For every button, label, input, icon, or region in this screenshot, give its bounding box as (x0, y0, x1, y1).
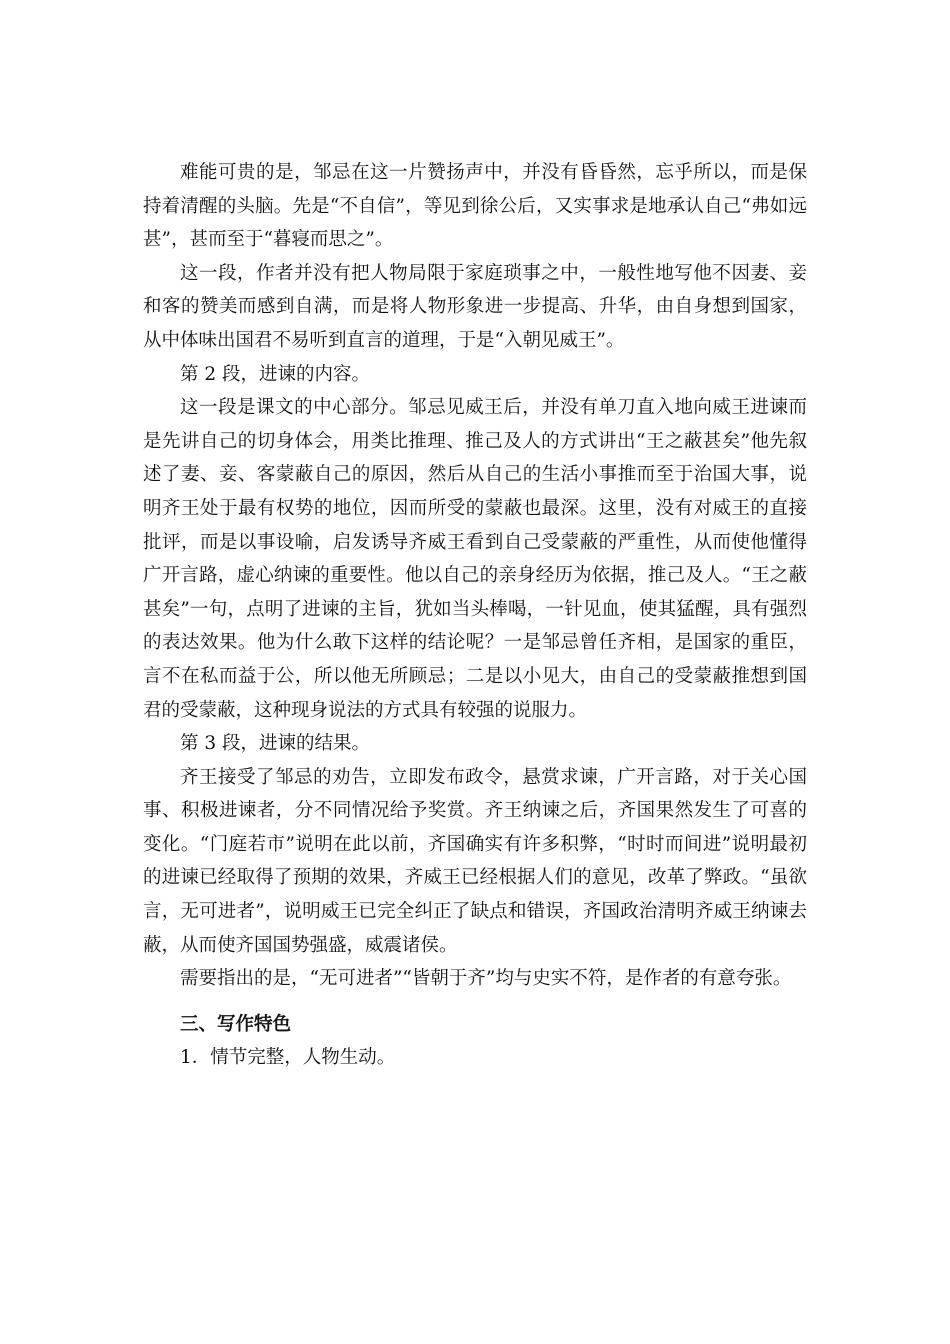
document-body (143, 156, 807, 1075)
paragraph-section-3-title: 第 3 段，进谏的结果。 (180, 733, 371, 755)
section-heading: 三、写作特色 (180, 1013, 292, 1035)
sub-heading: 1．情节完整，人物生动。 (180, 1047, 396, 1069)
paragraph-exaggeration-note: 需要指出的是，“无可进者”“皆朝于齐”均与史实不符，是作者的有意夸张。 (180, 968, 792, 990)
paragraph-section-2-title: 第 2 段，进谏的内容。 (180, 363, 371, 385)
paragraph-family-to-state: 这一段，作者并没有把人物局限于家庭琐事之中，一般性地写他不因妻、妾和客的赞美而感到自满，而是将人物形象进一步提高、升华，由自身想到国家，从中体味出国君不易听到直言的道理，于是“入朝见威王”。 (143, 262, 807, 351)
paragraph-central-part: 这一段是课文的中心部分。邹忌见威王后，并没有单刀直入地向威王进谏而是先讲自己的切身体会，用类比推理、推己及人的方式讲出“王之蔽甚矣”他先叙述了妻、妾、客蒙蔽自己的原因，然后从自己的生活小事推而至于治国大事，说明齐王处于最有权势的地位，因而所受的蒙蔽也最深。这里，没有对威王的直接批评，而是以事设喻，启发诱导齐威王看到自己受蒙蔽的严重性，从而使他懂得广开言路，虚心纳谏的重要性。他以自己的亲身经历为依据，推己及人。“王之蔽甚矣”一句，点明了进谏的主旨，犹如当头棒喝，一针见血，使其猛醒，具有强烈的表达效果。他为什么敢下这样的结论呢？一是邹忌曾任齐相，是国家的重臣，言不在私而益于公，所以他无所顾忌；二是以小见大，由自己的受蒙蔽推想到国君的受蒙蔽，这种现身说法的方式具有较强的说服力。 (143, 397, 807, 721)
paragraph-result: 齐王接受了邹忌的劝告，立即发布政令，悬赏求谏，广开言路，对于关心国事、积极进谏者，分不同情况给予奖赏。齐王纳谏之后，齐国果然发生了可喜的变化。“门庭若市”说明在此以前，齐国确实有许多积弊，“时时而间进”说明最初的进谏已经取得了预期的效果，齐威王已经根据人们的意见，改革了弊政。“虽欲言，无可进者”，说明威王已完全纠正了缺点和错误，齐国政治清明齐威王纳谏去蔽，从而使齐国国势强盛，威震诸侯。 (143, 766, 807, 956)
paragraph-praise-clear-mind: 难能可贵的是，邹忌在这一片赞扬声中，并没有昏昏然，忘乎所以，而是保持着清醒的头脑。先是“不自信”，等见到徐公后，又实事求是地承认自己“弗如远甚”，甚而至于“暮寝而思之”。 (143, 162, 807, 251)
